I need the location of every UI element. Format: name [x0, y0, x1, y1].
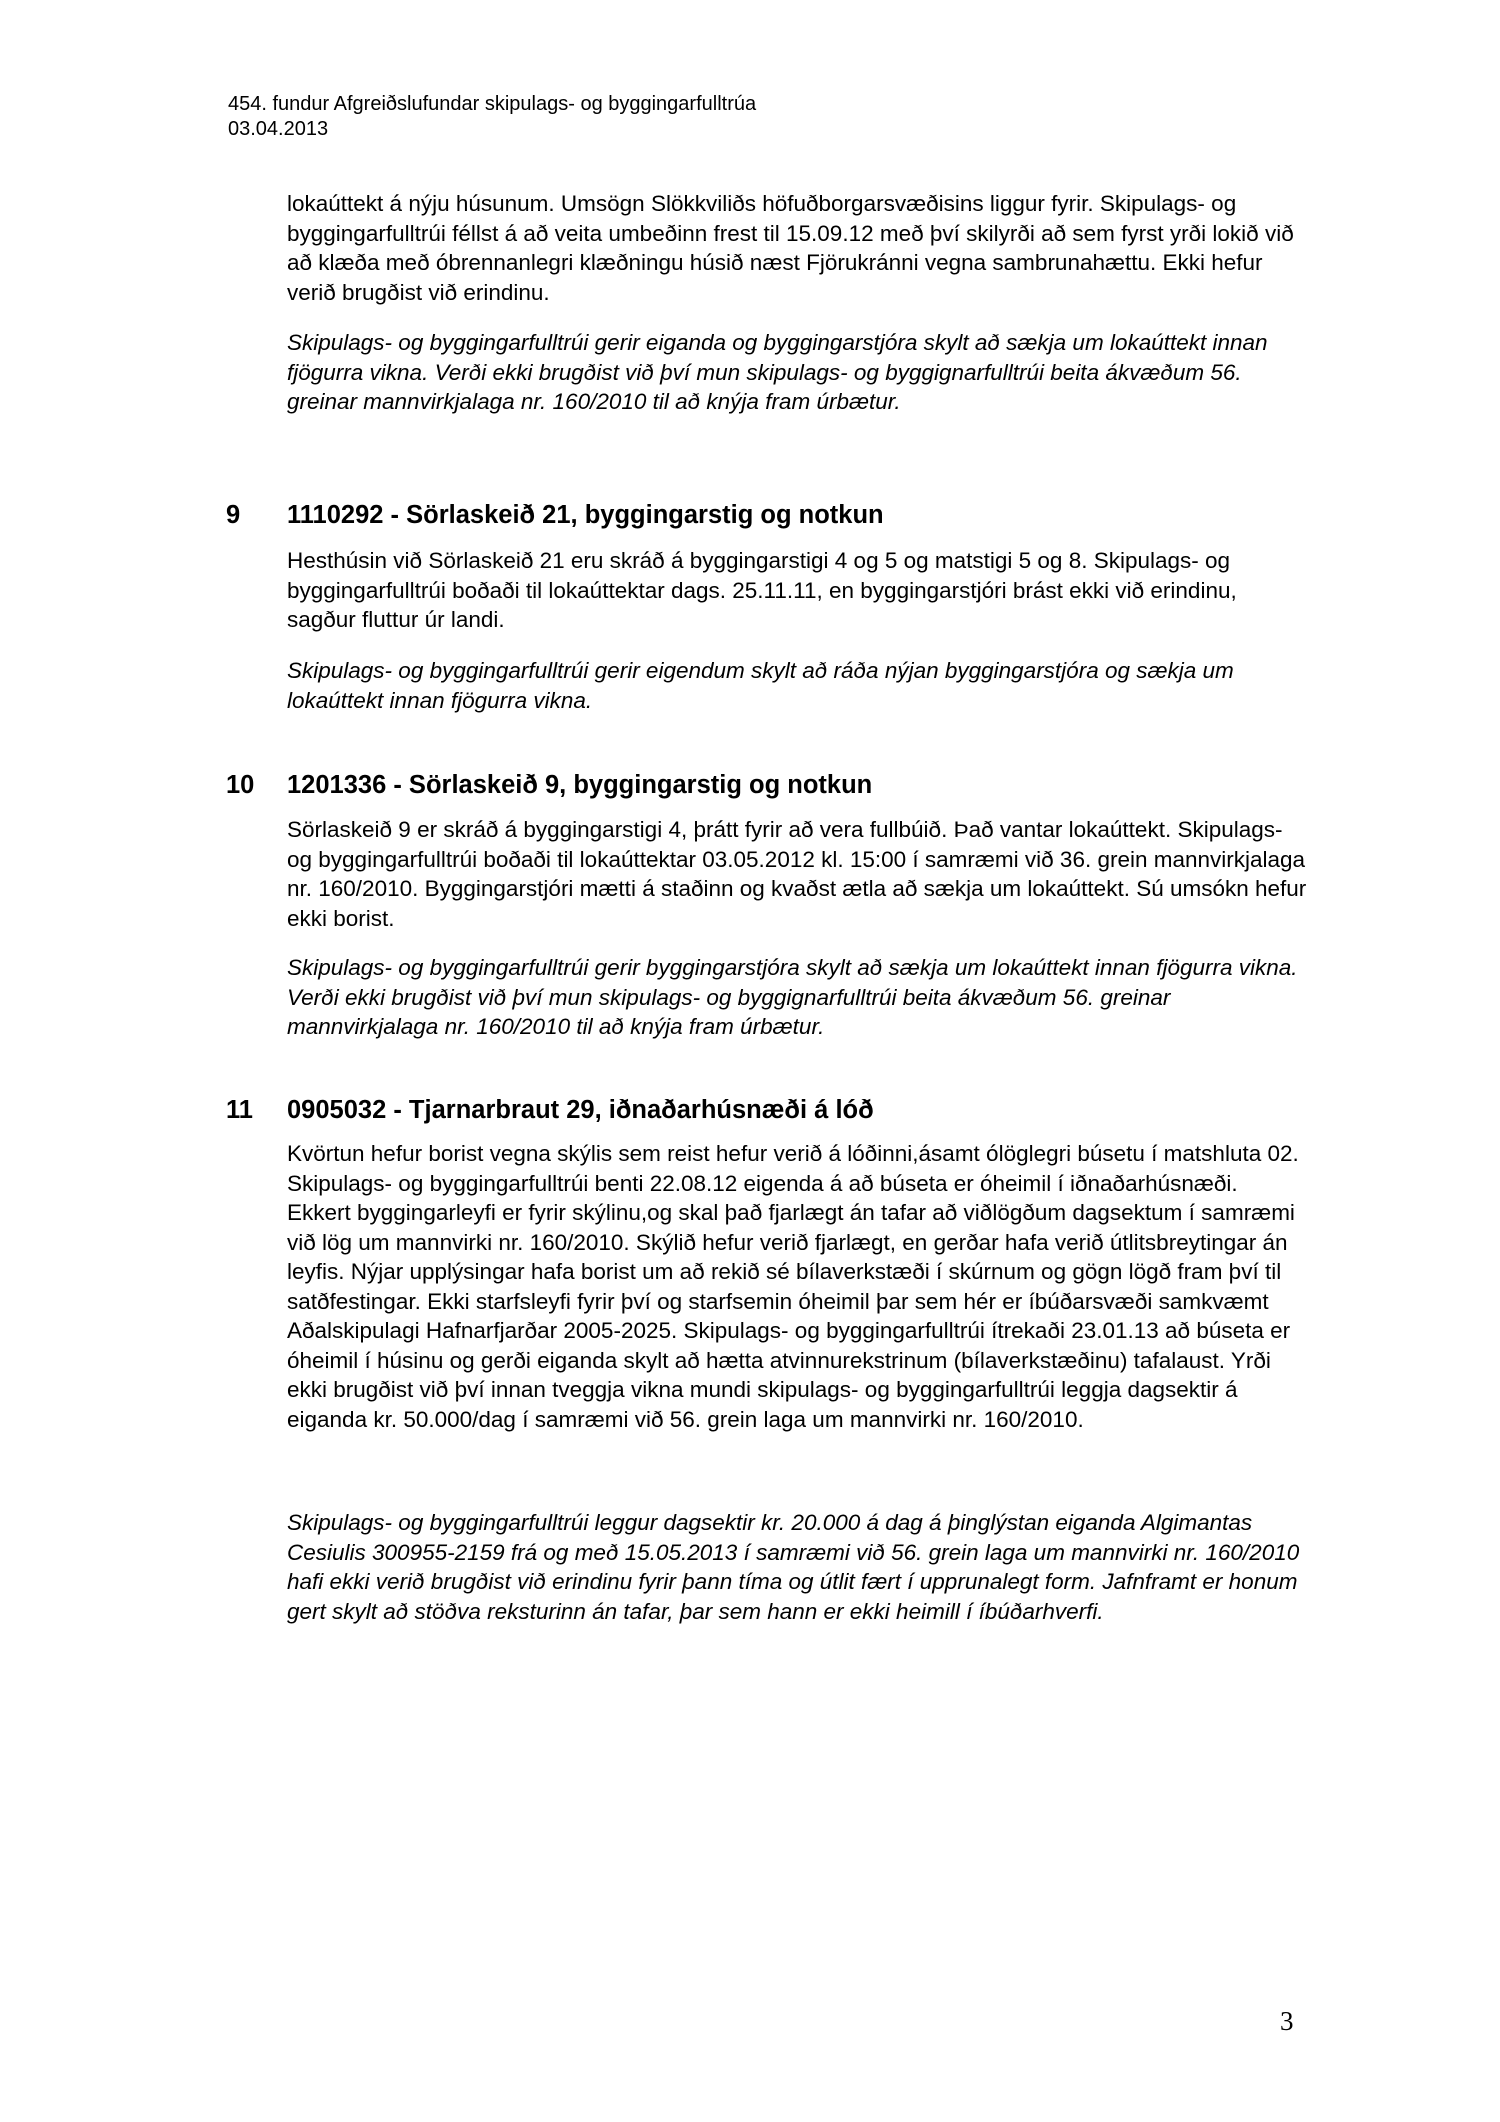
item-10-decision	[287, 953, 1307, 1042]
item-11-text	[287, 1139, 1307, 1434]
item-11-title: 0905032 - Tjarnarbraut 29, iðnaðarhúsnæði á lóð	[287, 1096, 874, 1124]
item-9-number: 9	[226, 501, 241, 529]
item-11-heading	[226, 1094, 1326, 1126]
continuation-body: lokaúttekt á nýju húsunum. Umsögn Slökkviliðs höfuðborgarsvæðisins liggur fyrir. Skipulags- og byggingarfulltrúi féllst á að veita umbeðinn frest til 15.09.12 með því skilyrði að sem fyrst yrði lokið við að klæða með óbrennanlegri klæðningu húsið næst Fjörukránni vegna sambrunahættu. Ekki hefur verið brugðist við erindinu.	[287, 191, 1294, 305]
item-11-decision-text: Skipulags- og byggingarfulltrúi leggur dagsektir kr. 20.000 á dag á þinglýstan eiganda Algimantas Cesiulis 300955-2159 frá og með 15.05.2013 í samræmi við 56. grein laga um mannvirki nr. 160/2010 hafi ekki verið brugðist við erindinu fyrir þann tíma og útlit fært í upprunalegt form. Jafnframt er honum gert skylt að stöðva reksturinn án tafar, þar sem hann er ekki heimill í íbúðarhverfi.	[287, 1510, 1300, 1624]
item-9-title: 1110292 - Sörlaskeið 21, byggingarstig og notkun	[287, 501, 884, 529]
continuation-decision-text: Skipulags- og byggingarfulltrúi gerir eiganda og byggingarstjóra skylt að sækja um lokaúttekt innan fjögurra vikna. Verði ekki brugðist við því mun skipulags- og byggignarfulltrúi beita ákvæðum 56. greinar mannvirkjalaga nr. 160/2010 til að knýja fram úrbætur.	[287, 330, 1268, 414]
page-number: 3	[1280, 2006, 1294, 2036]
item-10-decision-text: Skipulags- og byggingarfulltrúi gerir byggingarstjóra skylt að sækja um lokaúttekt innan fjögurra vikna. Verði ekki brugðist við því mun skipulags- og byggignarfulltrúi beita ákvæðum 56. greinar mannvirkjalaga nr. 160/2010 til að knýja fram úrbætur.	[287, 955, 1298, 1039]
item-9-decision	[287, 656, 1307, 715]
item-9-heading	[226, 499, 1326, 531]
item-9-decision-text: Skipulags- og byggingarfulltrúi gerir eigendum skylt að ráða nýjan byggingarstjóra og sækja um lokaúttekt innan fjögurra vikna.	[287, 658, 1234, 713]
item-10-text	[287, 815, 1307, 933]
header-date: 03.04.2013	[228, 118, 329, 140]
header-title: 454. fundur Afgreiðslufundar skipulags- og byggingarfulltrúa	[228, 93, 757, 115]
item-10-title: 1201336 - Sörlaskeið 9, byggingarstig og notkun	[287, 771, 873, 799]
item-10-number: 10	[226, 771, 255, 799]
item-10-body: Sörlaskeið 9 er skráð á byggingarstigi 4, þrátt fyrir að vera fullbúið. Það vantar lokaúttekt. Skipulags- og byggingarfulltrúi boðaði til lokaúttektar 03.05.2012 kl. 15:00 í samræmi við 36. grein mannvirkjalaga nr. 160/2010. Byggingarstjóri mætti á staðinn og kvaðst ætla að sækja um lokaúttekt. Sú umsókn hefur ekki borist.	[287, 817, 1307, 931]
item-9-body: Hesthúsin við Sörlaskeið 21 eru skráð á byggingarstigi 4 og 5 og matstigi 5 og 8. Skipulags- og byggingarfulltrúi boðaði til lokaúttektar dags. 25.11.11, en byggingarstjóri brást ekki við erindinu, sagður fluttur úr landi.	[287, 548, 1237, 632]
document-header	[228, 92, 756, 142]
continuation-decision	[287, 328, 1307, 417]
item-11-body: Kvörtun hefur borist vegna skýlis sem reist hefur verið á lóðinni,ásamt ólöglegri búsetu í matshluta 02. Skipulags- og byggingarfulltrúi benti 22.08.12 eigenda á að búseta er óheimil í iðnaðarhúsnæði. Ekkert byggingarleyfi er fyrir skýlinu,og skal það fjarlægt án tafar að viðlögðum dagsektum í samræmi við lög um mannvirki nr. 160/2010. Skýlið hefur verið fjarlægt, en gerðar hafa verið útlitsbreytingar án leyfis. Nýjar upplýsingar hafa borist um að rekið sé bílaverkstæði í skúrnum og gögn lögð fram því til satðfestingar. Ekki starfsleyfi fyrir því og starfsemin óheimil þar sem hér er íbúðarsvæði samkvæmt Aðalskipulagi Hafnarfjarðar 2005-2025. Skipulags- og byggingarfulltrúi ítrekaði 23.01.13 að búseta er óheimil í húsinu og gerði eiganda skylt að hætta atvinnurekstrinum (bílaverkstæðinu) tafalaust. Yrði ekki brugðist við því innan tveggja vikna mundi skipulags- og byggingarfulltrúi leggja dagsektir á eiganda kr. 50.000/dag í samræmi við 56. grein laga um mannvirki nr. 160/2010.	[287, 1141, 1299, 1432]
item-9-text	[287, 546, 1307, 635]
item-11-number: 11	[226, 1096, 253, 1124]
continuation-text	[287, 189, 1307, 307]
item-10-heading	[226, 769, 1326, 801]
item-11-decision	[287, 1508, 1307, 1626]
